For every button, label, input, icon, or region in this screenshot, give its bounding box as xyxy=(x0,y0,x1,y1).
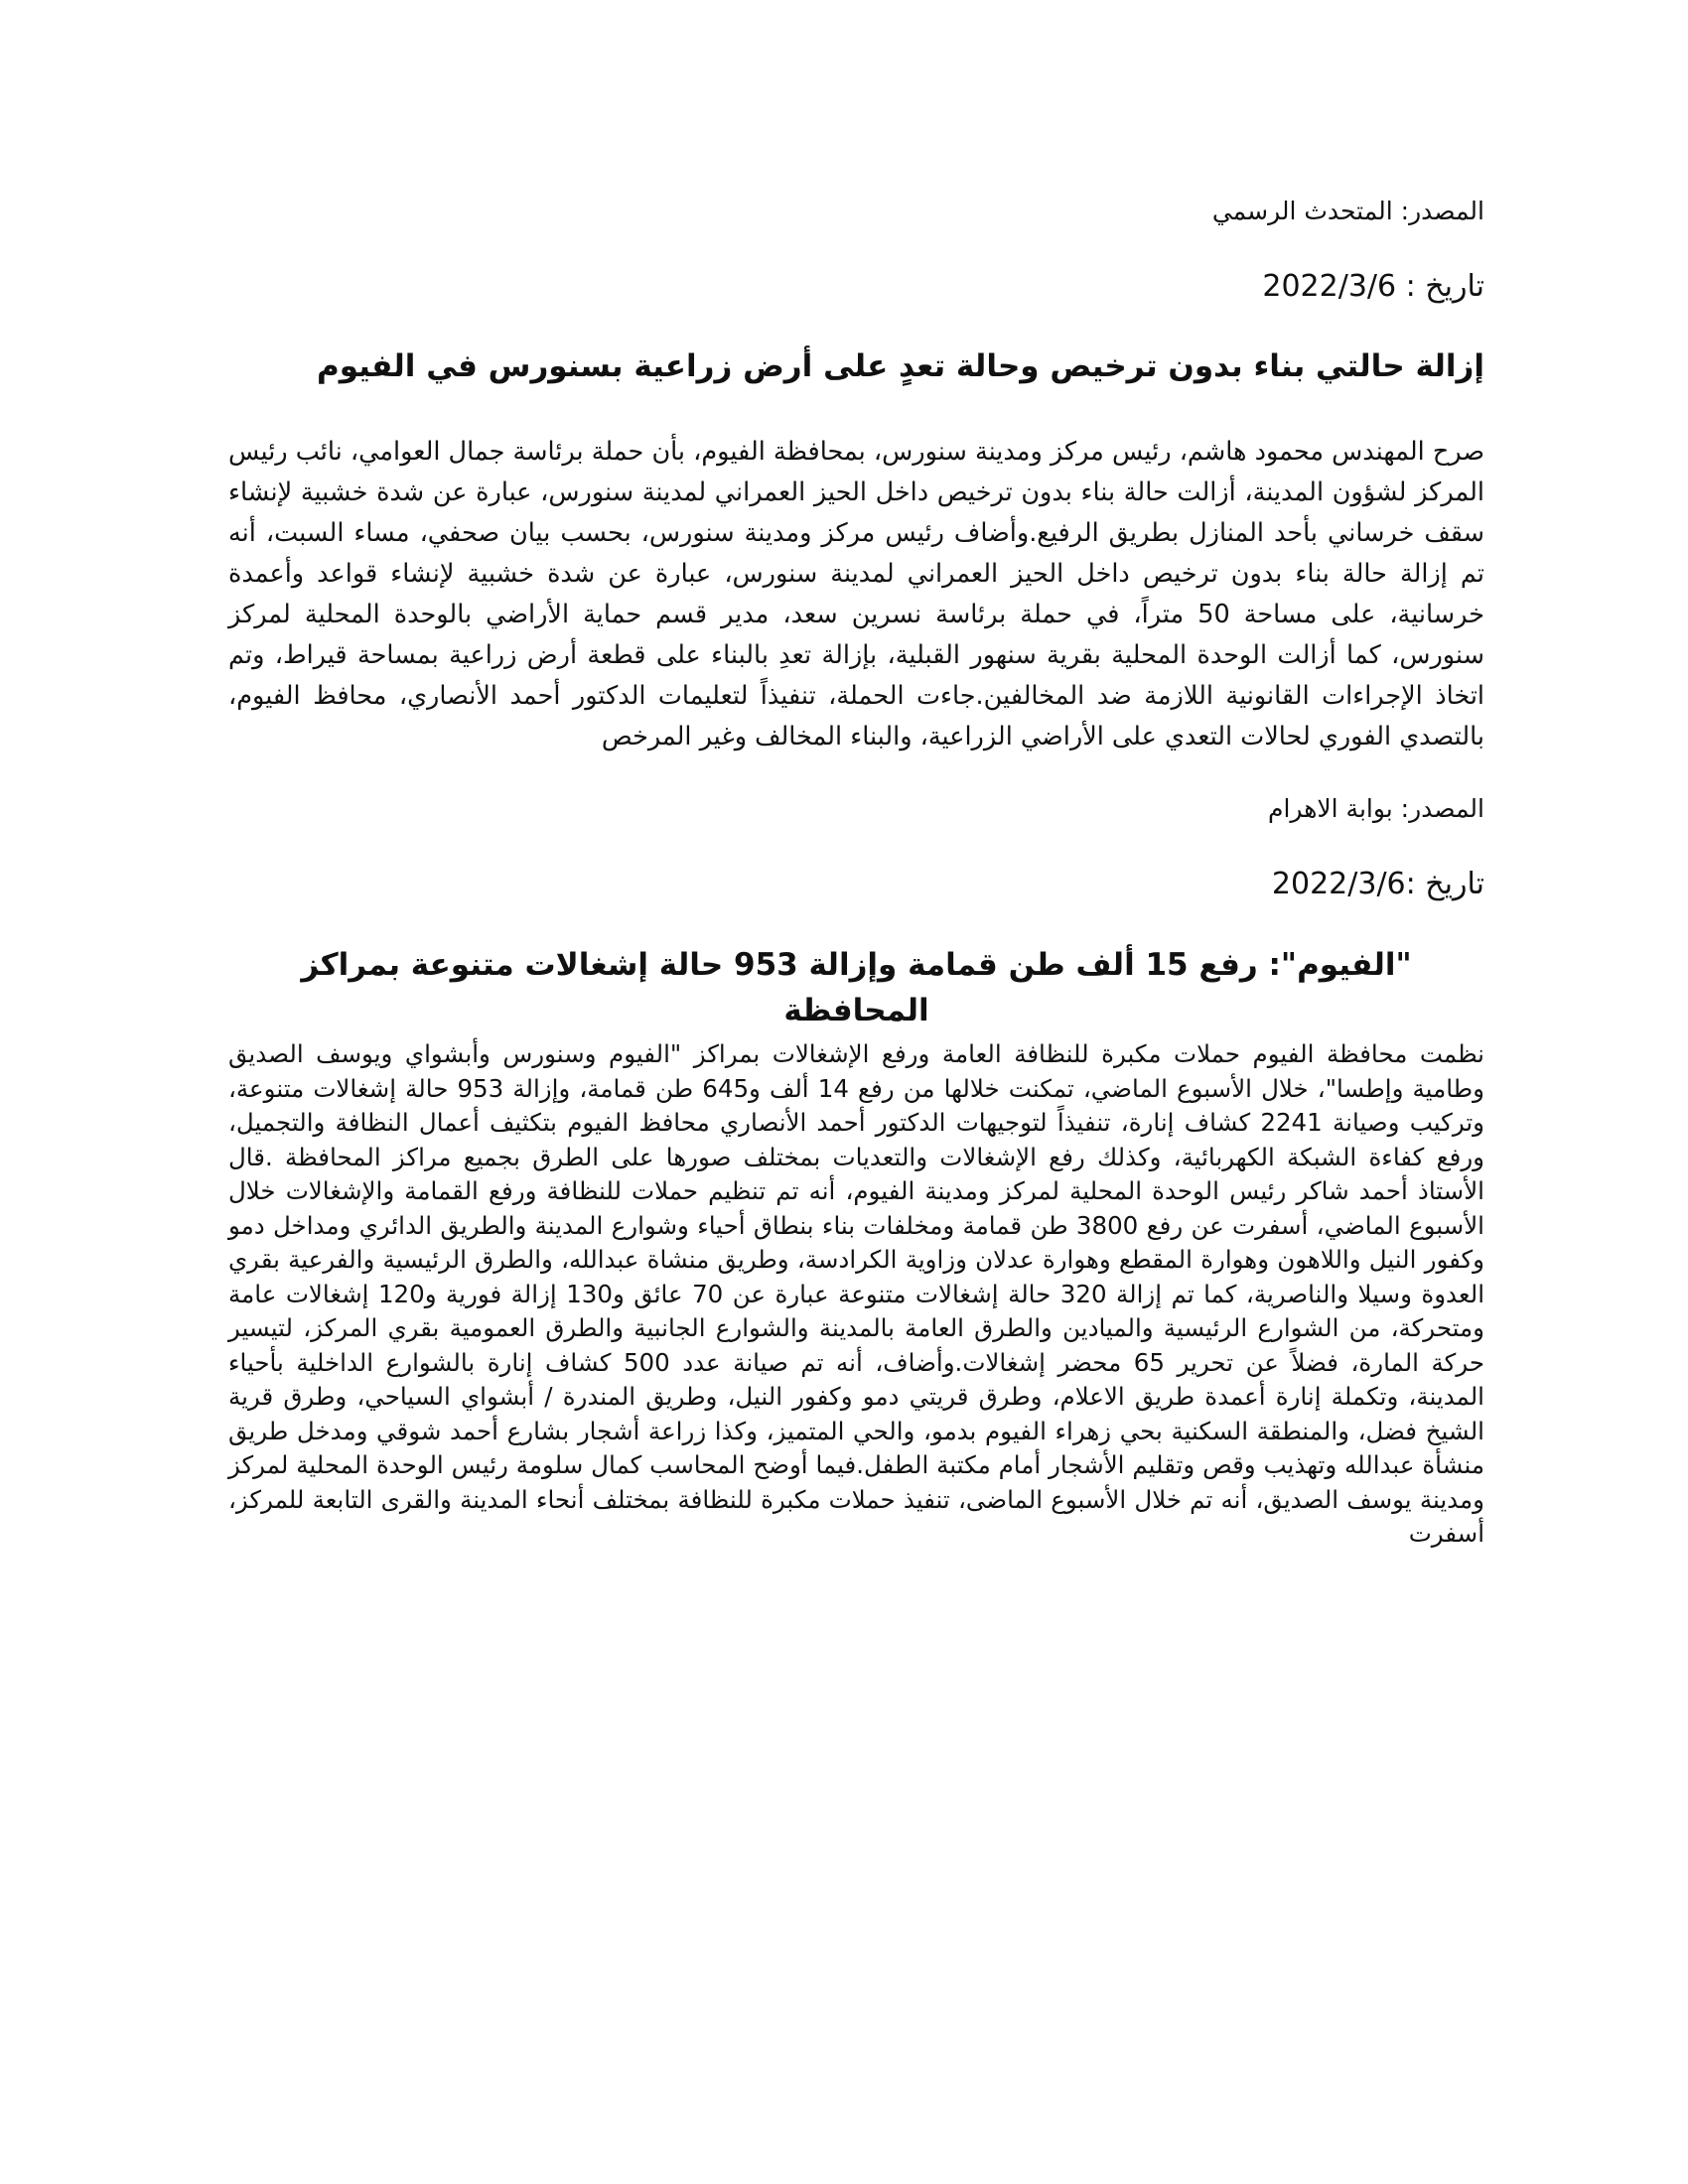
article-2-body: نظمت محافظة الفيوم حملات مكبرة للنظافة العامة ورفع الإشغالات بمراكز "الفيوم وسنورس وأبشواي ويوسف الصديق وطامية وإطسا"، خلال الأسبوع الماضي، تمكنت خلالها من رفع 14 ألف و645 طن قمامة، وإزالة 953 حالة إشغالات متنوعة، وتركيب وصيانة 2241 كشاف إنارة، تنفيذاً لتوجيهات الدكتور أحمد الأنصاري محافظ الفيوم بتكثيف أعمال النظافة والتجميل، ورفع كفاءة الشبكة الكهربائية، وكذلك رفع الإشغالات والتعديات بمختلف صورها على الطرق بجميع مراكز المحافظة .قال الأستاذ أحمد شاكر رئيس الوحدة المحلية لمركز ومدينة الفيوم، أنه تم تنظيم حملات للنظافة ورفع القمامة والإشغالات خلال الأسبوع الماضي، أسفرت عن رفع 3800 طن قمامة ومخلفات بناء بنطاق أحياء وشوارع المدينة والطريق الدائري ومداخل دمو وكفور النيل واللاهون وهوارة المقطع وهوارة عدلان وزاوية الكرادسة، وطريق منشاة عبدالله، والطرق الرئيسية والفرعية بقري العدوة وسيلا والناصرية، كما تم إزالة 320 حالة إشغالات متنوعة عبارة عن 70 عائق و130 إزالة فورية و120 إشغالات عامة ومتحركة، من الشوارع الرئيسية والميادين والطرق العامة بالمدينة والشوارع الجانبية والطرق العمومية بقري المركز، لتيسير حركة المارة، فضلاً عن تحرير 65 محضر إشغالات.وأضاف، أنه تم صيانة عدد 500 كشاف إنارة بالشوارع الداخلية بأحياء المدينة، وتكملة إنارة أعمدة طريق الاعلام، وطرق قريتي دمو وكفور النيل، وطريق المندرة / أبشواي السياحي، وطرق قرية الشيخ فضل، والمنطقة السكنية بحي زهراء الفيوم بدمو، والحي المتميز، وكذا زراعة أشجار بشارع أحمد شوقي ومدخل طريق منشأة عبدالله وتهذيب وقص وتقليم الأشجار أمام مكتبة الطفل.فيما أوضح المحاسب كمال سلومة رئيس الوحدة المحلية لمركز ومدينة يوسف الصديق، أنه تم خلال الأسبوع الماضى، تنفيذ حملات مكبرة للنظافة بمختلف أنحاء المدينة والقرى التابعة للمركز، أسفرت xyxy=(228,1039,1484,1548)
article-1 xyxy=(228,194,1484,757)
article-2 xyxy=(228,791,1484,1552)
document-page xyxy=(228,194,1484,1552)
article-1-source: المصدر: المتحدث الرسمي xyxy=(1211,197,1484,225)
article-2-date: تاريخ :2022/3/6 xyxy=(1271,867,1484,901)
article-1-body: صرح المهندس محمود هاشم، رئيس مركز ومدينة سنورس، بمحافظة الفيوم، بأن حملة برئاسة جمال العوامي، نائب رئيس المركز لشؤون المدينة، أزالت حالة بناء بدون ترخيص داخل الحيز العمراني لمدينة سنورس، عبارة عن شدة خشبية لإنشاء سقف خرساني بأحد المنازل بطريق الرفيع.وأضاف رئيس مركز ومدينة سنورس، بحسب بيان صحفي، مساء السبت، أنه تم إزالة حالة بناء بدون ترخيص داخل الحيز العمراني لمدينة سنورس، عبارة عن شدة خشبية لإنشاء قواعد وأعمدة خرسانية، على مساحة 50 متراً، في حملة برئاسة نسرين سعد، مدير قسم حماية الأراضي بالوحدة المحلية لمركز سنورس، كما أزالت الوحدة المحلية بقرية سنهور القبلية، بإزالة تعدِ بالبناء على قطعة أرض زراعية بمساحة قيراط، وتم اتخاذ الإجراءات القانونية اللازمة ضد المخالفين.جاءت الحملة، تنفيذاً لتعليمات الدكتور أحمد الأنصاري، محافظ الفيوم، بالتصدي الفوري لحالات التعدي على الأراضي الزراعية، والبناء المخالف وغير المرخص xyxy=(228,437,1484,751)
article-1-title: إزالة حالتي بناء بدون ترخيص وحالة تعدٍ على أرض زراعية بسنورس في الفيوم xyxy=(317,348,1484,384)
article-1-date: تاريخ : 2022/3/6 xyxy=(1262,269,1484,304)
article-2-title: "الفيوم": رفع 15 ألف طن قمامة وإزالة 953 حالة إشغالات متنوعة بمراكز المحافظة xyxy=(301,947,1412,1028)
article-2-source: المصدر: بوابة الاهرام xyxy=(1268,794,1484,823)
